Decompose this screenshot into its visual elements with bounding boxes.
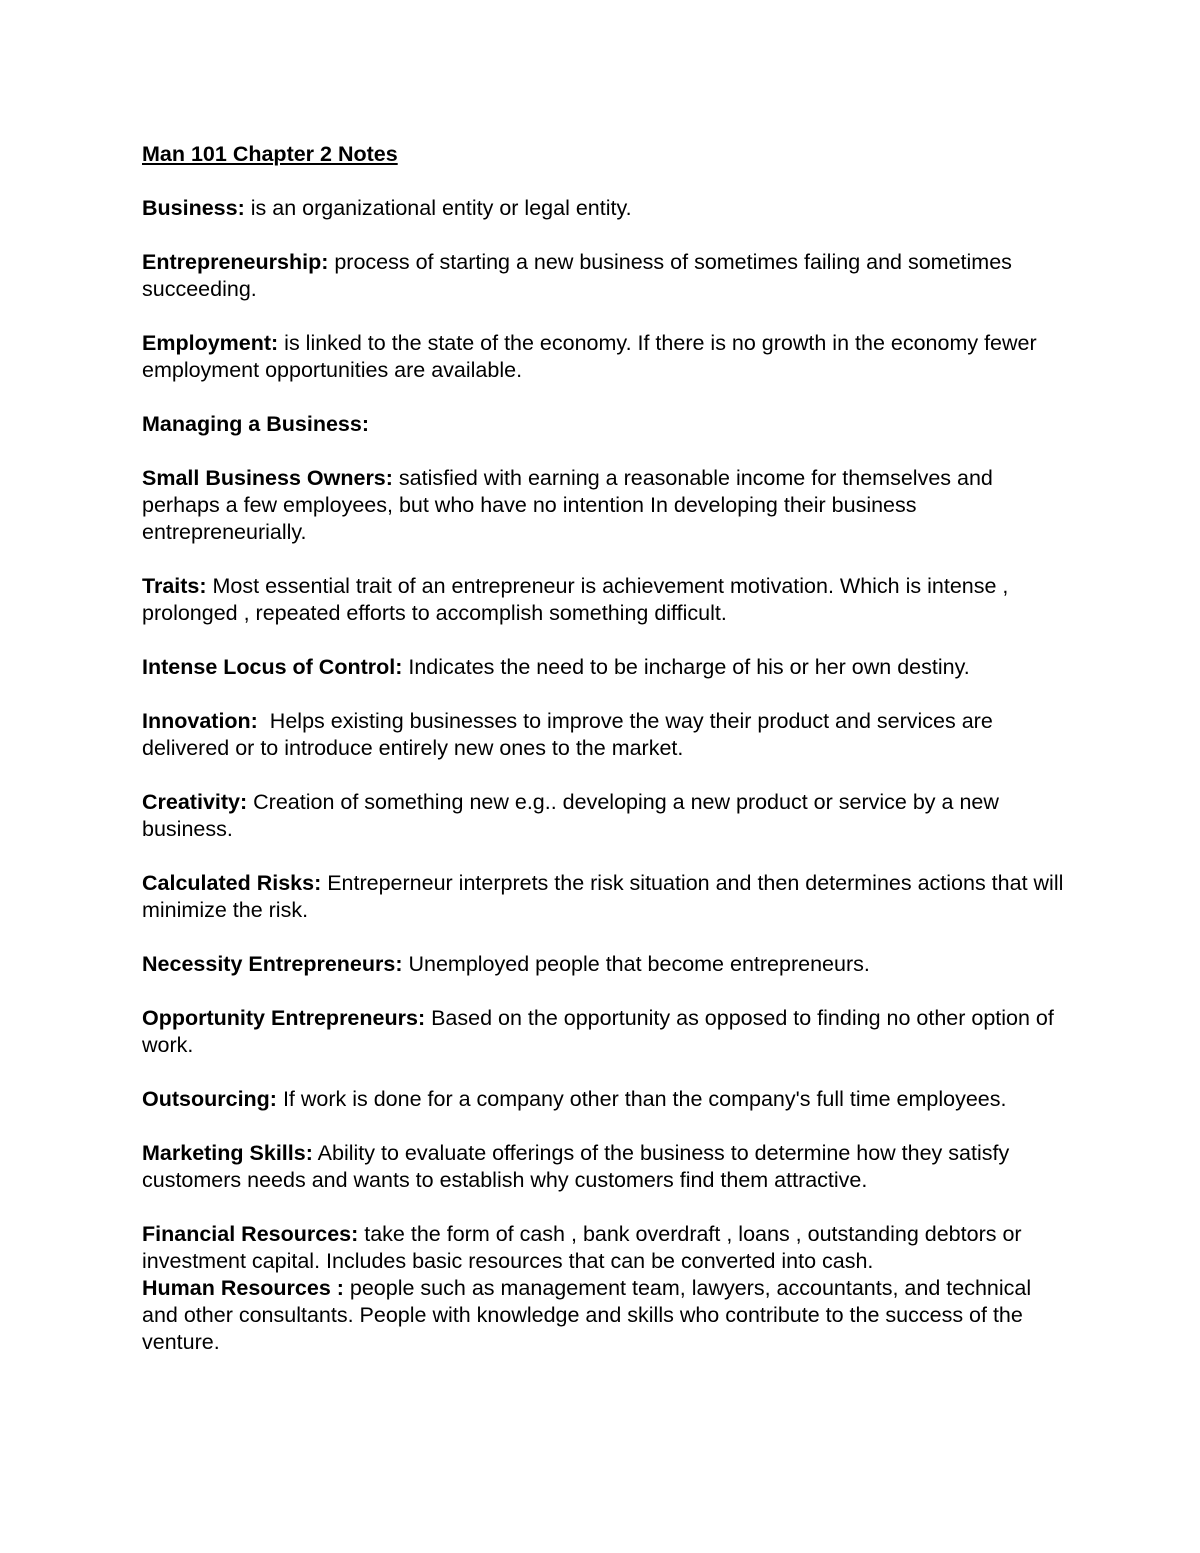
- definition: process of starting a new business of sometimes failing and sometimes succeeding.: [142, 250, 1012, 301]
- entry-opportunity-entrepreneurs: [142, 1005, 1067, 1059]
- definition: If work is done for a company other than the company's full time employees.: [276, 1087, 1007, 1111]
- term: Opportunity Entrepreneurs:: [142, 1006, 426, 1030]
- definition: Unemployed people that become entrepreneurs.: [402, 952, 870, 976]
- page-title: Man 101 Chapter 2 Notes: [142, 142, 398, 166]
- term: Innovation:: [142, 709, 258, 733]
- entry-intense-locus-of-control: [142, 654, 1067, 681]
- term: Business:: [142, 196, 245, 220]
- definition: is an organizational entity or legal entity.: [244, 196, 632, 220]
- definition: Indicates the need to be incharge of his or her own destiny.: [402, 655, 970, 679]
- definition: Entreperneur interprets the risk situation and then determines actions that will minimize the risk.: [142, 871, 1064, 922]
- definition: Most essential trait of an entrepreneur is achievement motivation. Which is intense , prolonged , repeated efforts to accomplish something difficult.: [142, 574, 1009, 625]
- document-page: [142, 141, 1067, 1356]
- definition: Based on the opportunity as opposed to finding no other option of work.: [142, 1006, 1054, 1057]
- definition: Helps existing businesses to improve the way their product and services are delivered or to introduce entirely new ones to the market.: [142, 709, 999, 760]
- entry-creativity: [142, 789, 1067, 843]
- term: Marketing Skills:: [142, 1141, 313, 1165]
- section-heading-managing-a-business: [142, 411, 1067, 438]
- entry-business: [142, 195, 1067, 222]
- term: Calculated Risks:: [142, 871, 322, 895]
- entry-marketing-skills: [142, 1140, 1067, 1194]
- entry-innovation: [142, 708, 1067, 762]
- entry-traits: [142, 573, 1067, 627]
- term: Financial Resources:: [142, 1222, 359, 1246]
- definition: satisfied with earning a reasonable income for themselves and perhaps a few employees, but who have no intention In developing their business entrepreneurially.: [142, 466, 993, 544]
- definition: Ability to evaluate offerings of the business to determine how they satisfy customers needs and wants to establish why customers find them attractive.: [142, 1141, 1010, 1192]
- entry-small-business-owners: [142, 465, 1067, 546]
- entry-human-resources: [142, 1275, 1067, 1356]
- entry-necessity-entrepreneurs: [142, 951, 1067, 978]
- term: Human Resources :: [142, 1276, 344, 1300]
- term: Creativity:: [142, 790, 248, 814]
- term: Small Business Owners:: [142, 466, 393, 490]
- definition: is linked to the state of the economy. If there is no growth in the economy fewer employment opportunities are available.: [142, 331, 1037, 382]
- entry-calculated-risks: [142, 870, 1067, 924]
- definition: people such as management team, lawyers, accountants, and technical and other consultants. People with knowledge and skills who contribute to the success of the venture.: [142, 1276, 1032, 1354]
- definition: Creation of something new e.g.. developing a new product or service by a new business.: [142, 790, 999, 841]
- entry-employment: [142, 330, 1067, 384]
- term: Managing a Business:: [142, 412, 369, 436]
- term: Outsourcing:: [142, 1087, 277, 1111]
- term: Entrepreneurship:: [142, 250, 329, 274]
- entry-outsourcing: [142, 1086, 1067, 1113]
- term: Intense Locus of Control:: [142, 655, 403, 679]
- definition: take the form of cash , bank overdraft , loans , outstanding debtors or investment capital. Includes basic resources that can be converted into cash.: [142, 1222, 1022, 1273]
- entry-financial-resources: [142, 1221, 1067, 1275]
- term: Employment:: [142, 331, 279, 355]
- term: Necessity Entrepreneurs:: [142, 952, 403, 976]
- term: Traits:: [142, 574, 207, 598]
- entry-entrepreneurship: [142, 249, 1067, 303]
